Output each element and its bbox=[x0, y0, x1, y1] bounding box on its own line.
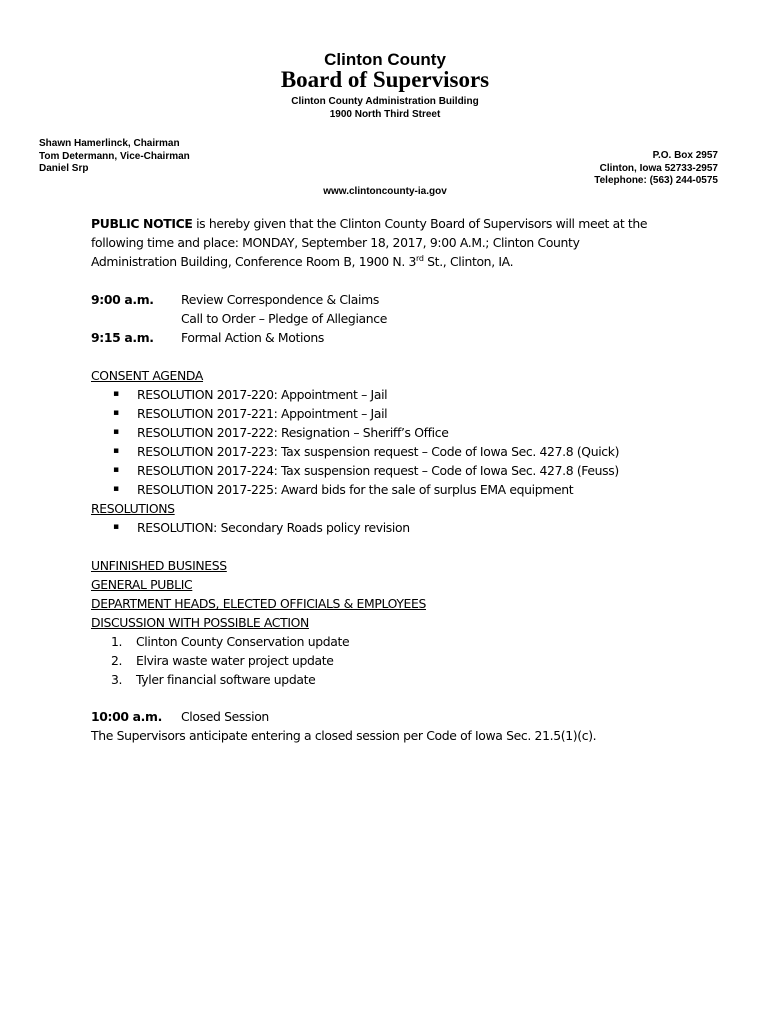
list-item: ▪ RESOLUTION: Secondary Roads policy revision bbox=[113, 520, 410, 535]
schedule-time bbox=[91, 309, 181, 328]
schedule-item: Call to Order – Pledge of Allegiance bbox=[181, 311, 388, 326]
department-heads-heading: DEPARTMENT HEADS, ELECTED OFFICIALS & EMPLOYEES bbox=[91, 596, 427, 611]
bullet-icon: ▪ bbox=[113, 465, 119, 475]
member-vice-chairman: Tom Determann, Vice-Chairman bbox=[39, 150, 190, 162]
county-title: Clinton County bbox=[324, 50, 446, 69]
public-notice bbox=[91, 214, 691, 271]
resolutions-heading: RESOLUTIONS bbox=[91, 501, 175, 516]
list-item: 3. Tyler financial software update bbox=[111, 672, 316, 687]
schedule-row bbox=[91, 707, 691, 726]
list-item: ▪ RESOLUTION 2017-223: Tax suspension request – Code of Iowa Sec. 427.8 (Quick) bbox=[113, 444, 620, 459]
member: Daniel Srp bbox=[39, 163, 89, 174]
bullet-icon: ▪ bbox=[113, 408, 119, 418]
schedule-item: Formal Action & Motions bbox=[181, 330, 324, 345]
notice-text: is hereby given that the Clinton County Board of Supervisors will meet at the bbox=[192, 216, 648, 231]
schedule-row bbox=[91, 290, 691, 309]
notice-text: Administration Building, Conference Room B, 1900 N. 3 bbox=[91, 254, 417, 269]
board-title: Board of Supervisors bbox=[280, 67, 490, 92]
unfinished-business-heading: UNFINISHED BUSINESS bbox=[91, 558, 227, 573]
street-address: 1900 North Third Street bbox=[329, 109, 441, 120]
bullet-icon: ▪ bbox=[113, 446, 119, 456]
schedule-row bbox=[91, 309, 691, 328]
schedule-item: Closed Session bbox=[181, 709, 269, 724]
board-members bbox=[39, 138, 190, 176]
schedule-time: 9:00 a.m. bbox=[91, 292, 154, 307]
agenda-list bbox=[91, 366, 691, 689]
notice-text: St., Clinton, IA. bbox=[423, 254, 514, 269]
list-item: ▪ RESOLUTION 2017-221: Appointment – Jail bbox=[113, 406, 388, 421]
closed-session bbox=[91, 707, 691, 745]
list-item: 1. Clinton County Conservation update bbox=[111, 634, 350, 649]
building-name: Clinton County Administration Building bbox=[291, 96, 479, 107]
schedule-item: Review Correspondence & Claims bbox=[181, 292, 379, 307]
website-link[interactable]: www.clintoncounty-ia.gov bbox=[323, 186, 447, 197]
list-item: ▪ RESOLUTION 2017-224: Tax suspension request – Code of Iowa Sec. 427.8 (Feuss) bbox=[113, 463, 619, 478]
ordinal-suffix: rd bbox=[416, 254, 424, 263]
city-state-zip: Clinton, Iowa 52733-2957 bbox=[599, 162, 718, 174]
notice-lead: PUBLIC NOTICE bbox=[91, 216, 193, 231]
contact-info bbox=[594, 150, 718, 188]
bullet-icon: ▪ bbox=[113, 389, 119, 399]
bullet-icon: ▪ bbox=[113, 484, 119, 494]
list-item: 2. Elvira waste water project update bbox=[111, 653, 334, 668]
bullet-icon: ▪ bbox=[113, 427, 119, 437]
po-box: P.O. Box 2957 bbox=[652, 150, 718, 161]
schedule-time: 9:15 a.m. bbox=[91, 330, 154, 345]
schedule-row bbox=[91, 328, 691, 347]
bullet-icon: ▪ bbox=[113, 522, 119, 532]
member-chairman: Shawn Hamerlinck, Chairman bbox=[39, 138, 180, 149]
notice-text: following time and place: MONDAY, September 18, 2017, 9:00 A.M.; Clinton County bbox=[91, 235, 580, 250]
closed-session-note: The Supervisors anticipate entering a closed session per Code of Iowa Sec. 21.5(1)(c). bbox=[91, 728, 597, 743]
general-public-heading: GENERAL PUBLIC bbox=[91, 577, 193, 592]
schedule bbox=[91, 290, 691, 347]
schedule-time: 10:00 a.m. bbox=[91, 709, 162, 724]
consent-agenda-heading: CONSENT AGENDA bbox=[91, 368, 204, 383]
list-item: ▪ RESOLUTION 2017-220: Appointment – Jail bbox=[113, 387, 388, 402]
list-item: ▪ RESOLUTION 2017-225: Award bids for the sale of surplus EMA equipment bbox=[113, 482, 574, 497]
discussion-heading: DISCUSSION WITH POSSIBLE ACTION bbox=[91, 615, 309, 630]
telephone: Telephone: (563) 244-0575 bbox=[594, 175, 718, 186]
list-item: ▪ RESOLUTION 2017-222: Resignation – Sheriff’s Office bbox=[113, 425, 449, 440]
